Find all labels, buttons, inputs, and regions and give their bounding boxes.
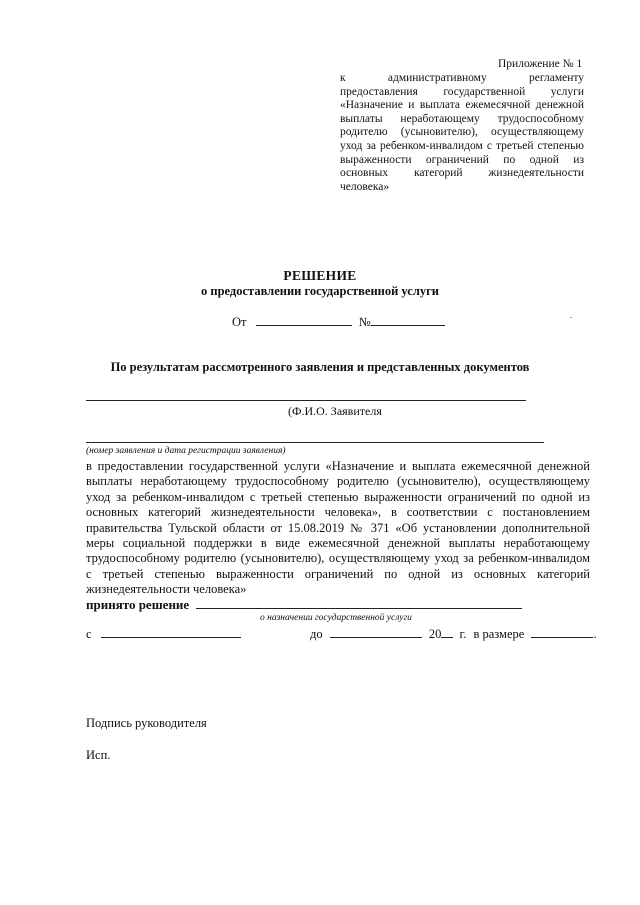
number-label: №: [358, 315, 371, 329]
results-heading: По результатам рассмотренного заявления и представленных документов: [110, 360, 530, 374]
amount-label: в размере: [473, 627, 525, 641]
applicant-name-line[interactable]: [86, 400, 526, 401]
decision-number-field[interactable]: [371, 314, 445, 326]
decision-date-number-row: [232, 314, 445, 330]
annex-title: Приложение № 1: [498, 58, 583, 70]
decision-made-label: принято решение: [86, 597, 190, 612]
decision-subtitle: о предоставлении государственной услуги: [201, 284, 439, 298]
main-paragraph: в предоставлении государственной услуги «Назначение и выплата ежемесячной денежной выплаты неработающему трудоспособному родителю (усыновителю), осуществляющему уход за ребенком-инвалидом с третьей степенью выраженности ограничений по одной из основных категорий жизнедеятельности человека», в соответствии с постановлением правительства Тульской области от 15.08.2019 № 371 «Об установлении дополнительной меры социальной поддержки в виде ежемесячной денежной выплаты неработающему трудоспособному родителю (усыновителю), осуществляющему уход за ребенком-инвалидом с третьей степенью выраженности ограничений по одной из основных категорий жизнедеятельности человека»: [86, 459, 590, 597]
period-to-label: до: [310, 627, 323, 641]
period-from-label: с: [86, 627, 92, 641]
year-field[interactable]: [441, 626, 453, 638]
application-number-line[interactable]: [86, 442, 544, 443]
period-to-row: [310, 626, 597, 642]
decision-made-field[interactable]: [196, 597, 522, 609]
application-number-note: (номер заявления и дата регистрации заявления): [86, 446, 286, 456]
executor-label: Исп.: [86, 748, 111, 762]
period-to-field[interactable]: [330, 626, 422, 638]
period-from-row: [86, 626, 241, 642]
applicant-name-label: (Ф.И.О. Заявителя: [288, 404, 382, 418]
period-from-field[interactable]: [101, 626, 241, 638]
period-end-dot: .: [593, 627, 597, 641]
stray-mark: [570, 317, 572, 318]
annex-reference-text: к административному регламенту предоставления государственной услуги «Назначение и выплата ежемесячной денежной выплаты неработающему трудоспособному родителю (усыновителю), осуществляющему уход за ребенком-инвалидом с третьей степенью выраженности ограничений по одной из основных категорий жизнедеятельности человека»: [340, 72, 584, 193]
signature-label: Подпись руководителя: [86, 716, 207, 730]
decision-made-row: [86, 597, 522, 613]
decision-made-note: о назначении государственной услуги: [260, 613, 412, 623]
amount-field[interactable]: [531, 626, 593, 638]
decision-date-field[interactable]: [256, 314, 352, 326]
year-prefix: 20: [428, 627, 442, 641]
from-date-label: От: [232, 315, 247, 329]
year-suffix: г.: [459, 627, 467, 641]
decision-title: РЕШЕНИЕ: [283, 268, 357, 283]
